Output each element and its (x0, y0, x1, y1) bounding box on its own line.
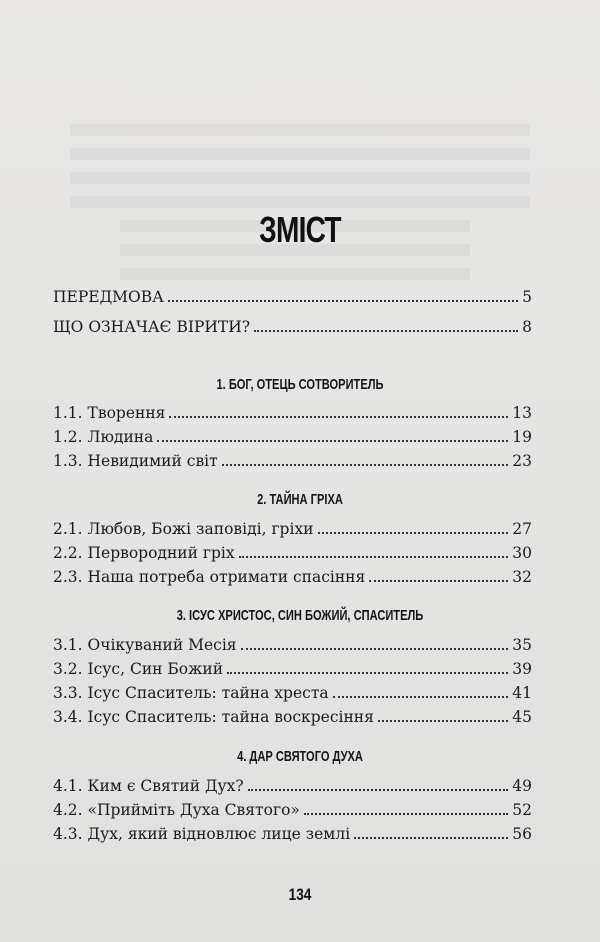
toc-entry-page: 49 (512, 777, 532, 795)
toc-entry-page: 27 (512, 520, 532, 538)
page-number: 134 (288, 885, 312, 904)
section-heading: 1. БОГ, ОТЕЦЬ СОТВОРИТЕЛЬ (216, 376, 384, 393)
toc-entry[interactable] (53, 404, 532, 422)
toc-entry[interactable] (53, 825, 532, 843)
toc-entry-label: 2.3. Наша потреба отримати спасіння (53, 568, 366, 586)
toc-entry[interactable] (53, 660, 532, 678)
toc-entry-label: 3.1. Очікуваний Месія (53, 636, 237, 654)
dot-leader (354, 837, 508, 839)
toc-entry[interactable] (53, 452, 532, 470)
dot-leader (169, 416, 508, 418)
toc-entry-page: 8 (522, 318, 532, 336)
dot-leader (241, 648, 509, 650)
toc-entry-page: 30 (512, 544, 532, 562)
toc-entry-page: 41 (512, 684, 532, 702)
toc-entry[interactable] (53, 318, 532, 336)
toc-entry-label: 3.4. Ісус Спаситель: тайна воскресіння (53, 708, 374, 726)
toc-entry-page: 13 (512, 404, 532, 422)
dot-leader (304, 813, 508, 815)
dot-leader (254, 330, 518, 332)
section-heading: 3. ІСУС ХРИСТОС, СИН БОЖИЙ, СПАСИТЕЛЬ (176, 607, 424, 624)
toc-entry-page: 19 (512, 428, 532, 446)
toc-entry-label: 4.3. Дух, який відновлює лице землі (53, 825, 351, 843)
toc-entry-label: ПЕРЕДМОВА (53, 288, 164, 306)
toc-entry-label: 3.3. Ісус Спаситель: тайна хреста (53, 684, 329, 702)
toc-entry-label: 4.2. «Прийміть Духа Святого» (53, 801, 300, 819)
page-title: ЗМІСТ (259, 209, 341, 250)
toc-entry-label: 1.1. Творення (53, 404, 166, 422)
show-through-text (50, 70, 550, 292)
toc-entry-page: 56 (512, 825, 532, 843)
toc-entry-page: 35 (512, 636, 532, 654)
toc-entry[interactable] (53, 544, 532, 562)
toc-entry-label: 1.2. Людина (53, 428, 154, 446)
toc-entry-page: 5 (522, 288, 532, 306)
toc-entry-label: 3.2. Ісус, Син Божий (53, 660, 224, 678)
toc-entry[interactable] (53, 636, 532, 654)
dot-leader (333, 696, 509, 698)
toc-entry[interactable] (53, 684, 532, 702)
dot-leader (239, 556, 509, 558)
dot-leader (248, 789, 509, 791)
section-heading: 4. ДАР СВЯТОГО ДУХА (237, 748, 363, 765)
toc-entry[interactable] (53, 801, 532, 819)
toc-entry[interactable] (53, 428, 532, 446)
toc-entry-label: 2.2. Первородний гріх (53, 544, 235, 562)
toc-entry[interactable] (53, 520, 532, 538)
dot-leader (168, 300, 518, 302)
toc-entry-label: 1.3. Невидимий світ (53, 452, 218, 470)
toc-entry[interactable] (53, 568, 532, 586)
toc-entry-label: 4.1. Ким є Святий Дух? (53, 777, 244, 795)
dot-leader (369, 580, 508, 582)
toc-entry-page: 32 (512, 568, 532, 586)
dot-leader (378, 720, 508, 722)
toc-entry[interactable] (53, 777, 532, 795)
toc-entry-label: ЩО ОЗНАЧАЄ ВІРИТИ? (53, 318, 251, 336)
dot-leader (157, 440, 508, 442)
toc-entry-page: 39 (512, 660, 532, 678)
toc-entry[interactable] (53, 288, 532, 306)
dot-leader (227, 672, 508, 674)
dot-leader (222, 464, 509, 466)
toc-entry-page: 52 (512, 801, 532, 819)
toc-entry[interactable] (53, 708, 532, 726)
section-heading: 2. ТАЙНА ГРІХА (257, 491, 343, 508)
toc-entry-page: 45 (512, 708, 532, 726)
toc-entry-label: 2.1. Любов, Божі заповіді, гріхи (53, 520, 314, 538)
toc-entry-page: 23 (512, 452, 532, 470)
dot-leader (318, 532, 509, 534)
